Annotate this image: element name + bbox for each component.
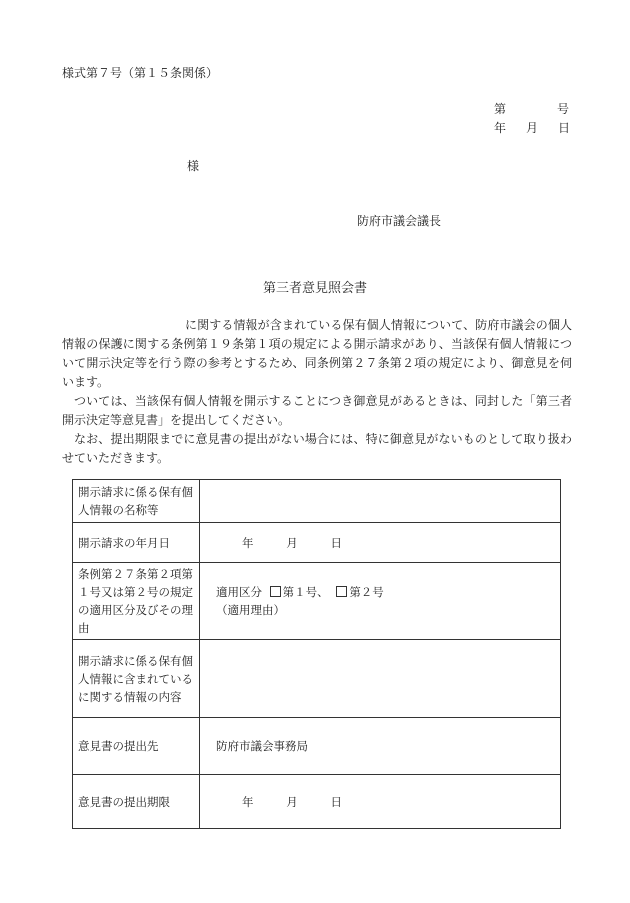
year-label: 年: [242, 794, 254, 809]
option-1-label: 第１号、: [282, 585, 329, 599]
date-month-label: 月: [525, 121, 538, 135]
month-label: 月: [286, 535, 298, 550]
table-row: [73, 775, 561, 829]
body-paragraph-2: ついては、当該保有個人情報を開示することにつき御意見があるときは、同封した「第三者開示決定等意見書」を提出してください。: [62, 394, 572, 427]
document-number-prefix: 第: [494, 102, 507, 116]
row-value-request-date: [200, 523, 561, 563]
category-label: 適用区分: [216, 585, 262, 599]
checkbox-option-2[interactable]: [336, 586, 347, 597]
month-label: 月: [286, 794, 298, 809]
row-value-deadline: [200, 775, 561, 829]
table-row: [73, 640, 561, 718]
info-table: [72, 479, 561, 829]
body-paragraph-1: に関する情報が含まれている保有個人情報について、防府市議会の個人情報の保護に関する条例第１９条第１項の規定による開示請求があり、当該保有個人情報について開示決定等を行う際の参考とするため、同条例第２７条第２項の規定により、御意見を伺います。: [62, 318, 572, 389]
row-label-submit-to: 意見書の提出先: [73, 718, 200, 775]
row-label-deadline: 意見書の提出期限: [73, 775, 200, 829]
row-value-submit-to: 防府市議会事務局: [200, 718, 561, 775]
row-label-request-date: 開示請求の年月日: [73, 523, 200, 563]
row-label-info-name: 開示請求に係る保有個人情報の名称等: [73, 480, 200, 523]
recipient-honorific: 様: [187, 159, 200, 173]
option-2-label: 第２号: [349, 585, 384, 599]
document-number-suffix: 号: [557, 102, 570, 116]
sender-name: 防府市議会議長: [357, 214, 442, 228]
document-body: [62, 316, 572, 468]
reason-label: （適用理由）: [216, 603, 285, 617]
date-day-label: 日: [557, 121, 570, 135]
row-value-category: [200, 563, 561, 640]
row-label-category: 条例第２７条第２項第１号又は第２号の規定の適用区分及びその理由: [73, 563, 200, 640]
row-label-info-content: 開示請求に係る保有個人情報に含まれている に関する情報の内容: [73, 640, 200, 718]
table-row: [73, 563, 561, 640]
body-paragraph-3: なお、提出期限までに意見書の提出がない場合には、特に御意見がないものとして取り扱わせていただきます。: [62, 432, 572, 465]
row-value-info-name: [200, 480, 561, 523]
table-row: [73, 480, 561, 523]
document-title: 第三者意見照会書: [262, 281, 367, 296]
table-row: [73, 718, 561, 775]
day-label: 日: [330, 535, 342, 550]
year-label: 年: [242, 535, 254, 550]
deadline-date-blanks: [242, 793, 342, 811]
day-label: 日: [330, 794, 342, 809]
date-year-label: 年: [494, 121, 507, 135]
document-date: [494, 119, 570, 136]
category-line: [216, 583, 544, 601]
form-number: 様式第７号（第１５条関係）: [62, 66, 219, 80]
table-row: [73, 523, 561, 563]
request-date-blanks: [242, 534, 342, 552]
checkbox-option-1[interactable]: [270, 586, 281, 597]
